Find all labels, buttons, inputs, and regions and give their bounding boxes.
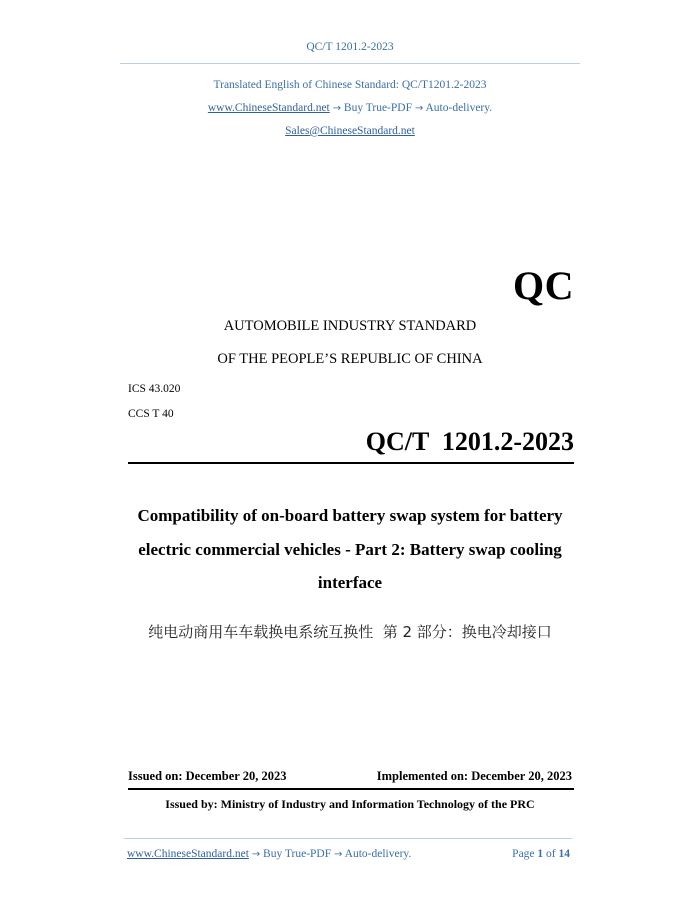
issuer: Issued by: Ministry of Industry and Information Technology of the PRC [165,797,535,811]
arrow-icon: → [334,849,343,860]
arrow-icon: → [414,103,424,114]
ccs-code: CCS T 40 [128,408,174,420]
title-line1: Compatibility of on-board battery swap system for battery [137,506,563,525]
site-link[interactable]: www.ChineseStandard.net [207,102,330,114]
page-number: 1 [537,848,544,860]
standard-heading-line1: AUTOMOBILE INDUSTRY STANDARD [223,318,477,334]
qc-logo: QC [513,263,574,308]
banner-translation-line: Translated English of Chinese Standard: QC/T1201.2-2023 [213,79,487,91]
chinese-title: 纯电动商用车车载换电系统互换性 第 2 部分：换电冷却接口 [148,623,552,641]
email-row [0,125,700,137]
footer-auto-delivery-text: Auto-delivery. [344,848,412,860]
standard-number: QC/T 1201.2-2023 [365,427,574,456]
ics-code: ICS 43.020 [128,383,181,395]
footer-site-link[interactable]: www.ChineseStandard.net [127,848,249,860]
header-rule [120,63,580,64]
of-word: of [546,848,556,860]
page-total: 14 [558,848,570,860]
arrow-icon: → [251,849,261,860]
banner-links [0,102,700,114]
buy-text: Buy True-PDF [343,102,412,114]
title-line2: electric commercial vehicles - Part 2: Battery swap cooling [138,540,562,559]
arrow-icon: → [332,103,342,114]
title-line3: interface [317,573,383,592]
issued-date: Issued on: December 20, 2023 [128,769,287,783]
email-link[interactable]: Sales@ChineseStandard.net [285,125,415,137]
page-word: Page [512,848,535,860]
auto-delivery-text: Auto-delivery. [425,102,493,114]
page-indicator [512,848,570,860]
footer-buy-text: Buy True-PDF [263,848,332,860]
standard-number-rule [128,462,574,464]
implemented-date: Implemented on: December 20, 2023 [376,769,572,783]
dates-rule [128,788,574,790]
footer-rule [124,838,572,839]
running-header: QC/T 1201.2-2023 [306,41,394,53]
footer-links [127,848,411,860]
standard-heading-line2: OF THE PEOPLE’S REPUBLIC OF CHINA [217,351,483,367]
